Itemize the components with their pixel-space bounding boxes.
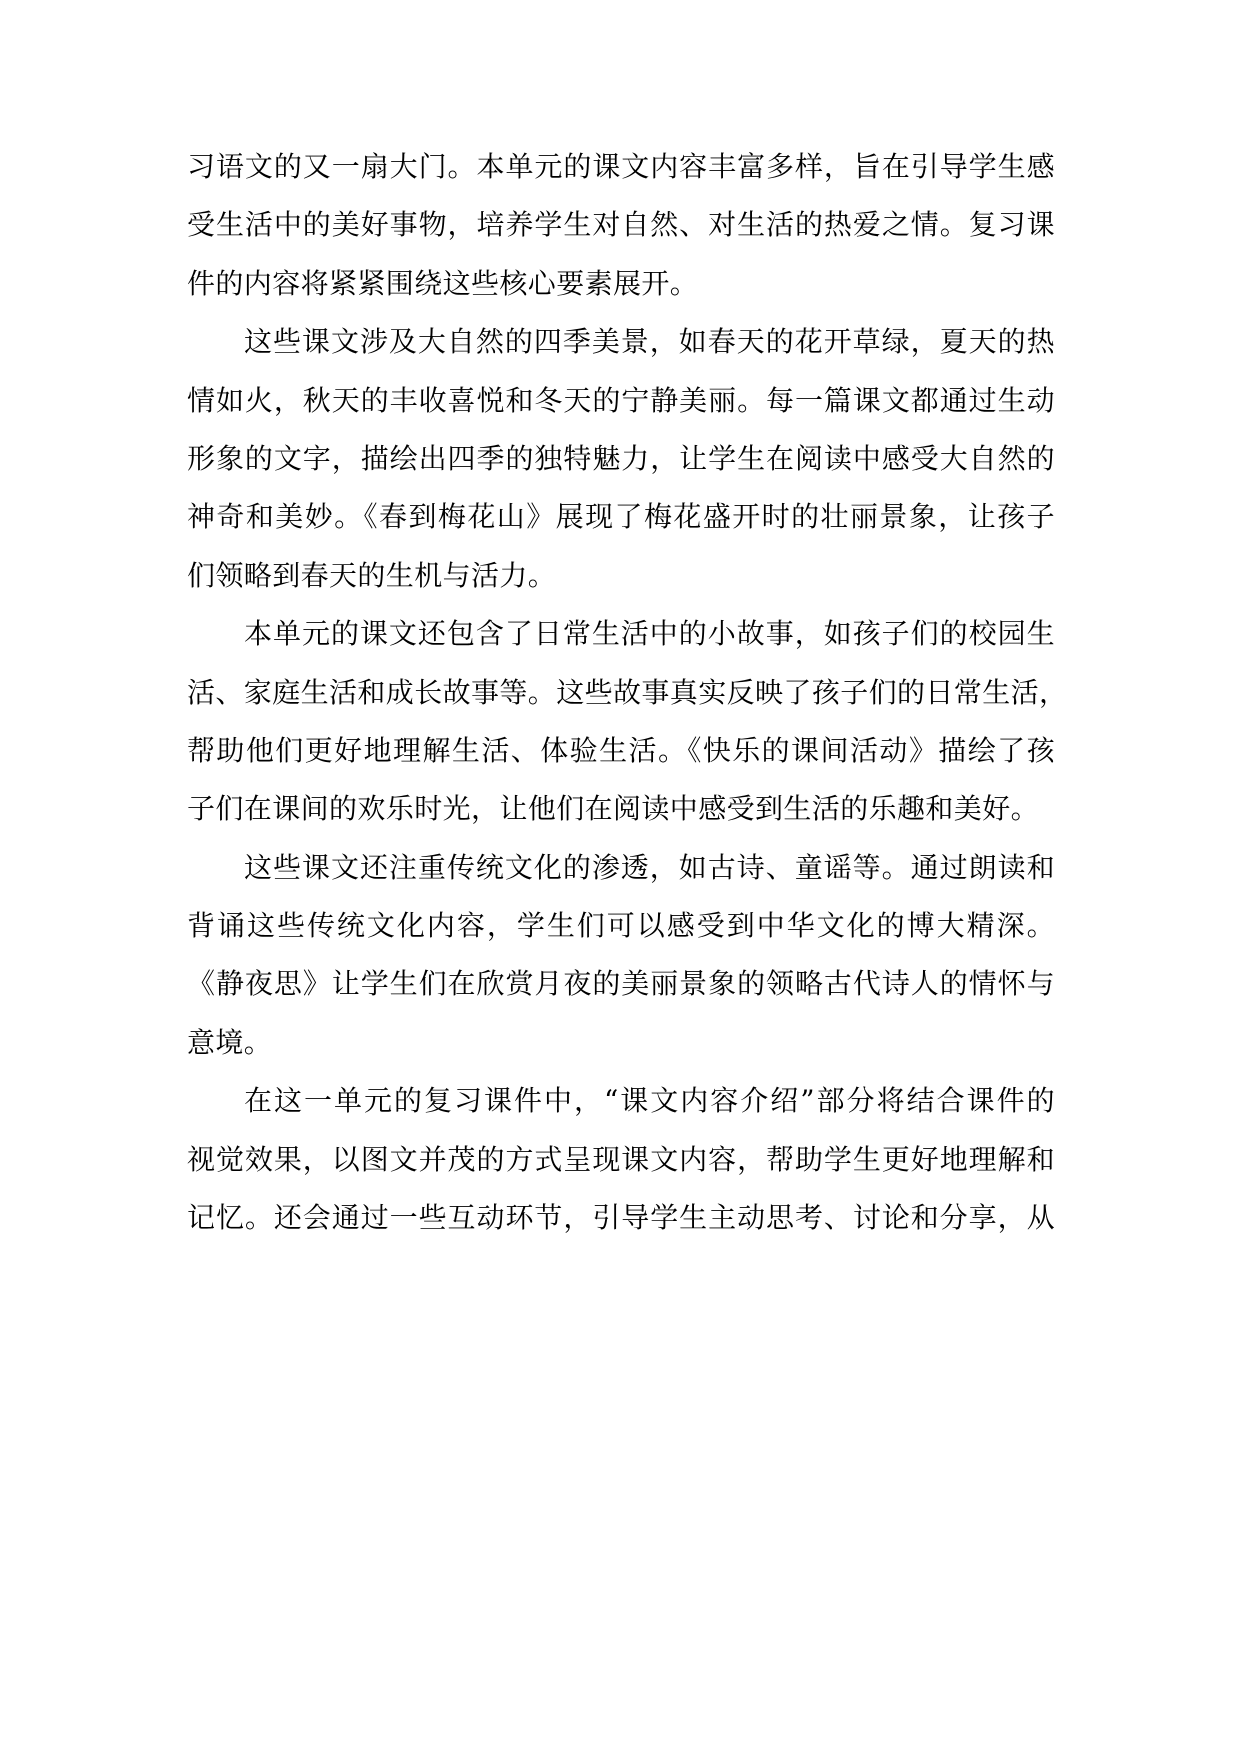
paragraph-first-line: 本单元的课文还包含了日常生活中的小故事，如孩子们的校园生 — [244, 617, 1055, 651]
text-line: 《静夜思》让学生们在欣赏月夜的美丽景象的领略古代诗人的情怀与 — [187, 967, 1055, 1001]
text-line: 子们在课间的欢乐时光，让他们在阅读中感受到生活的乐趣和美好。 — [187, 792, 1040, 826]
text-line: 记忆。还会通过一些互动环节，引导学生主动思考、讨论和分享，从 — [187, 1201, 1055, 1235]
paragraph-first-line: 这些课文涉及大自然的四季美景，如春天的花开草绿，夏天的热 — [244, 325, 1055, 359]
text-line: 形象的文字，描绘出四季的独特魅力，让学生在阅读中感受大自然的 — [187, 441, 1055, 475]
text-line: 受生活中的美好事物，培养学生对自然、对生活的热爱之情。复习课 — [187, 208, 1055, 242]
paragraph-first-line: 这些课文还注重传统文化的渗透，如古诗、童谣等。通过朗读和 — [244, 850, 1055, 884]
text-line: 意境。 — [187, 1025, 273, 1059]
text-line: 情如火，秋天的丰收喜悦和冬天的宁静美丽。每一篇课文都通过生动 — [187, 383, 1055, 417]
text-line: 神奇和美妙。《春到梅花山》展现了梅花盛开时的壮丽景象，让孩子 — [187, 500, 1055, 534]
document-body — [187, 138, 1068, 1247]
paragraph-first-line: 在这一单元的复习课件中，“课文内容介绍”部分将结合课件的 — [244, 1084, 1055, 1118]
text-line: 件的内容将紧紧围绕这些核心要素展开。 — [187, 266, 699, 300]
text-line: 习语文的又一扇大门。本单元的课文内容丰富多样，旨在引导学生感 — [187, 150, 1055, 183]
text-line: 们领略到春天的生机与活力。 — [187, 558, 557, 592]
text-line: 背诵这些传统文化内容，学生们可以感受到中华文化的博大精深。 — [187, 909, 1055, 943]
text-line: 帮助他们更好地理解生活、体验生活。《快乐的课间活动》描绘了孩 — [187, 733, 1055, 767]
text-line: 活、家庭生活和成长故事等。这些故事真实反映了孩子们的日常生活， — [187, 675, 1068, 709]
text-line: 视觉效果，以图文并茂的方式呈现课文内容，帮助学生更好地理解和 — [187, 1142, 1055, 1176]
